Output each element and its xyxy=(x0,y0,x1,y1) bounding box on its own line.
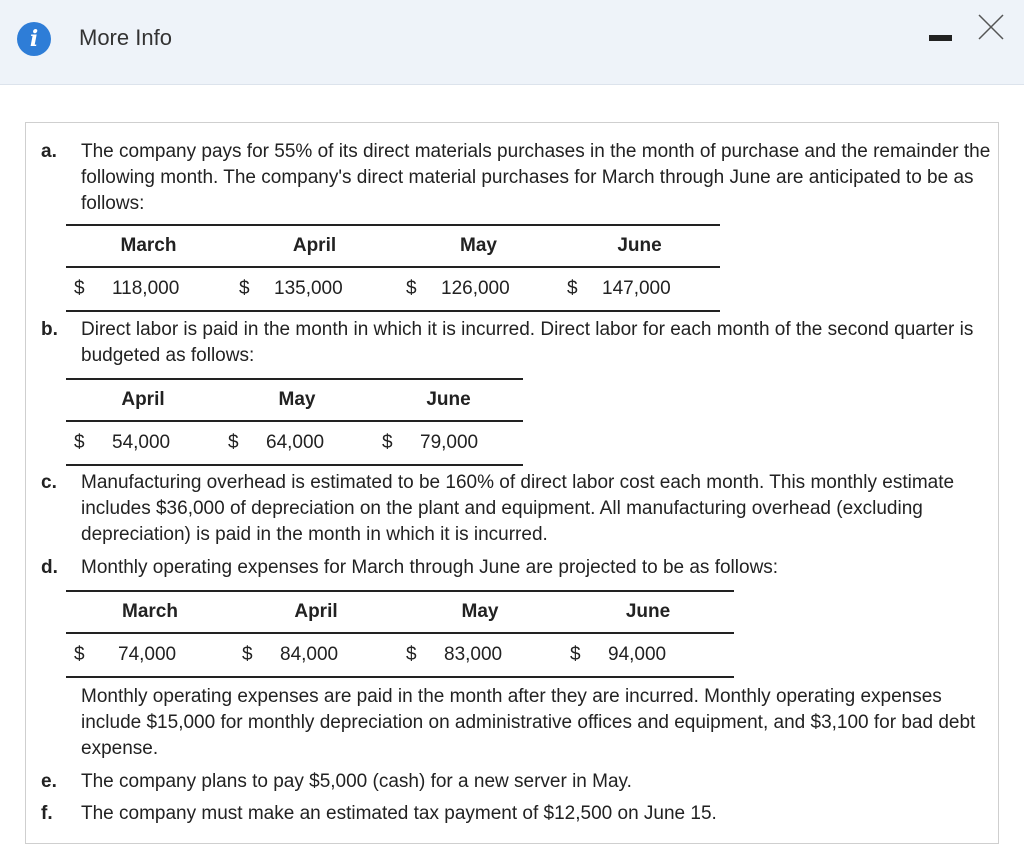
table-a-value: 135,000 xyxy=(274,267,398,311)
table-b-value: 64,000 xyxy=(266,421,374,465)
item-f xyxy=(41,801,996,829)
table-a-value: 126,000 xyxy=(441,267,559,311)
table-a-header: June xyxy=(559,225,720,267)
material-purchases-table xyxy=(66,224,720,312)
table-a-currency: $ xyxy=(398,267,441,311)
table-b-currency: $ xyxy=(374,421,420,465)
table-b-header: May xyxy=(220,379,374,421)
item-e xyxy=(41,769,996,797)
info-content-panel xyxy=(25,122,999,844)
item-f-label: f. xyxy=(41,803,53,824)
item-b-label: b. xyxy=(41,319,58,340)
table-d-currency: $ xyxy=(562,633,608,677)
table-b-currency: $ xyxy=(66,421,112,465)
item-c-text: Manufacturing overhead is estimated to be 160% of direct labor cost each month. This monthly estimate includes $36,000 of depreciation on the plant and equipment. All manufacturing overhead (excluding depreciation) is paid in the month in which it is incurred. xyxy=(81,472,955,545)
dialog-header xyxy=(0,0,1024,85)
item-b-text: Direct labor is paid in the month in which it is incurred. Direct labor for each month of the second quarter is budgeted as follows: xyxy=(81,319,974,366)
item-c xyxy=(41,470,996,550)
item-d-text: Monthly operating expenses for March through June are projected to be as follows: xyxy=(81,557,779,578)
table-d-header: May xyxy=(398,591,562,633)
table-d-header: March xyxy=(66,591,234,633)
item-d-label: d. xyxy=(41,557,58,578)
item-d xyxy=(41,555,996,583)
item-a-label: a. xyxy=(41,141,57,162)
table-a-header: April xyxy=(231,225,398,267)
table-d-value: 74,000 xyxy=(118,633,234,677)
table-b-header: June xyxy=(374,379,523,421)
table-d-header: April xyxy=(234,591,398,633)
table-d-value: 94,000 xyxy=(608,633,734,677)
table-d-value: 83,000 xyxy=(444,633,562,677)
table-d-currency: $ xyxy=(398,633,444,677)
table-a-value: 118,000 xyxy=(112,267,231,311)
table-b-value: 54,000 xyxy=(112,421,220,465)
table-d-header: June xyxy=(562,591,734,633)
table-d-value: 84,000 xyxy=(280,633,398,677)
item-a xyxy=(41,139,996,219)
table-d-currency: $ xyxy=(234,633,280,677)
item-b xyxy=(41,317,996,371)
item-a-text: The company pays for 55% of its direct materials purchases in the month of purchase and the remainder the following month. The company's direct material purchases for March through June are anticipated to be as follows: xyxy=(81,141,991,214)
item-f-text: The company must make an estimated tax payment of $12,500 on June 15. xyxy=(81,803,717,824)
note-d-text: Monthly operating expenses are paid in the month after they are incurred. Monthly operating expenses include $15,000 for monthly depreciation on administrative offices and equipment, and $3,100 for bad debt expense. xyxy=(81,686,976,759)
table-a-header: March xyxy=(66,225,231,267)
table-a-currency: $ xyxy=(231,267,274,311)
table-a-value: 147,000 xyxy=(602,267,720,311)
table-b-currency: $ xyxy=(220,421,266,465)
minimize-icon[interactable] xyxy=(929,35,952,41)
direct-labor-table xyxy=(66,378,523,466)
table-b-value: 79,000 xyxy=(420,421,523,465)
operating-expenses-note xyxy=(41,684,996,764)
dialog-title: More Info xyxy=(79,25,172,50)
table-a-currency: $ xyxy=(66,267,112,311)
info-icon: i xyxy=(17,22,51,56)
table-b-header: April xyxy=(66,379,220,421)
operating-expenses-table xyxy=(66,590,734,678)
item-e-label: e. xyxy=(41,771,57,792)
table-d-currency: $ xyxy=(66,633,118,677)
item-e-text: The company plans to pay $5,000 (cash) for a new server in May. xyxy=(81,771,632,792)
close-icon[interactable] xyxy=(978,14,1004,40)
table-a-header: May xyxy=(398,225,559,267)
table-a-currency: $ xyxy=(559,267,602,311)
item-c-label: c. xyxy=(41,472,57,493)
